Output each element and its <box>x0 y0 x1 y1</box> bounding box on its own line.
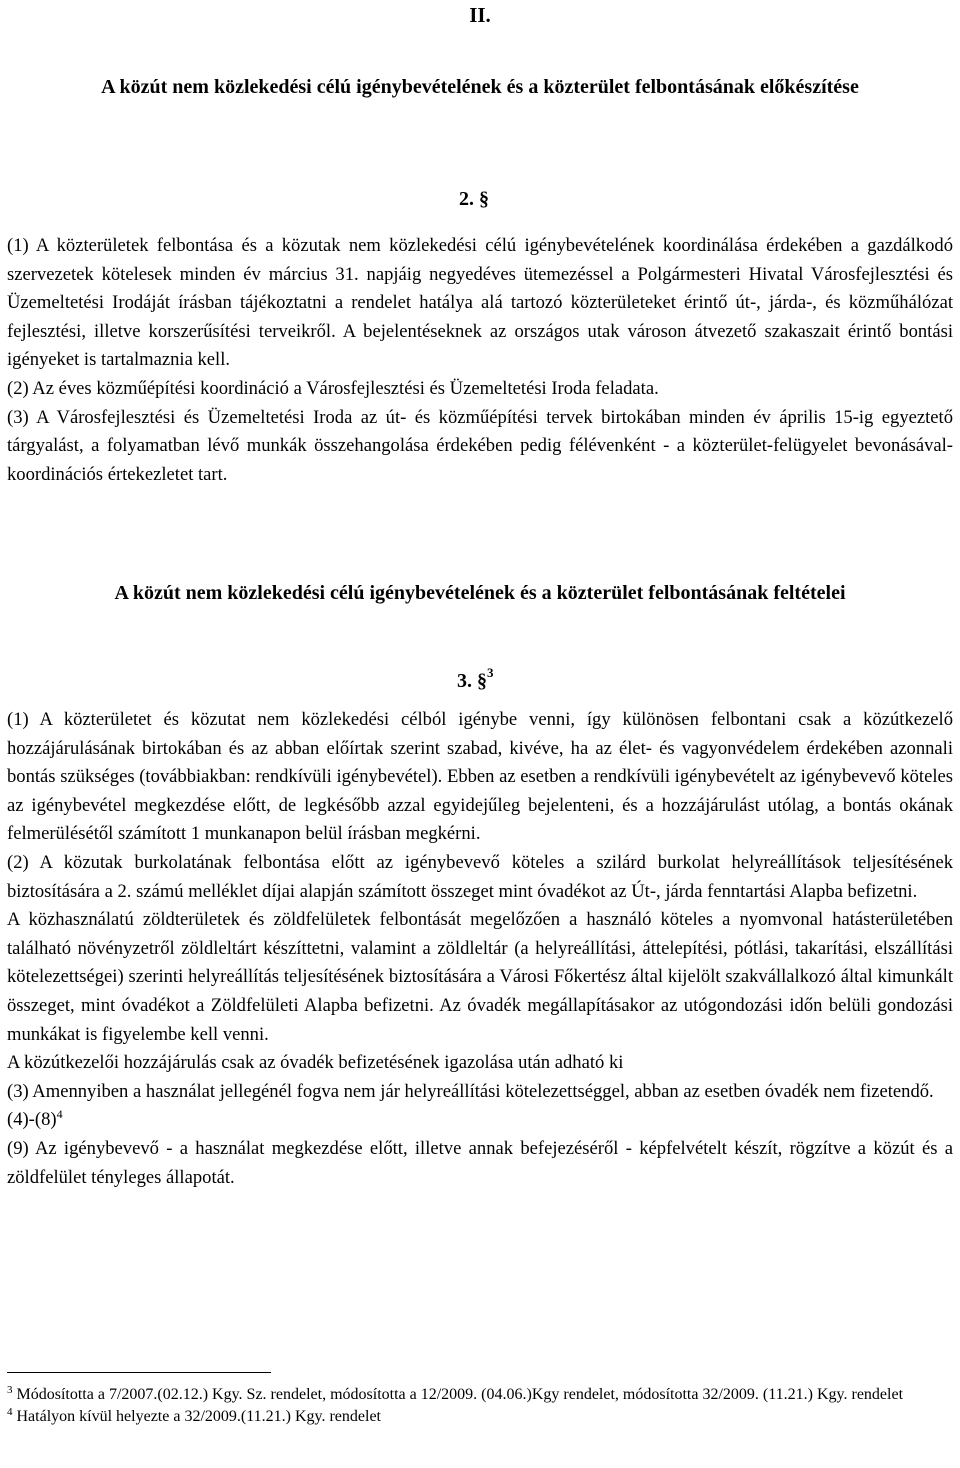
section-2-paragraph-3: (3) A Városfejlesztési és Üzemeltetési Iroda az út- és közműépítési tervek birtokában minden év április 15-ig egyeztető tárgyalást, a folyamatban lévő munkák összehangolása érdekében pedig félévenként - a közterület-felügyelet bevonásával- koordinációs értekezletet tart. <box>7 406 953 485</box>
section-2-mark: 2. § <box>459 188 489 210</box>
section-3-paragraph-1: (1) A közterületet és közutat nem közlekedési célból igénybe venni, így különösen felbontani csak a közútkezelő hozzájárulásának birtokában és az abban előírtak szerint szabad, kivéve, ha az élet- és vagyonvédelem érdekében azonnali bontás szükséges (továbbiakban: rendkívüli igénybevétel). Ebben az esetben a rendkívüli igénybevételt az igénybevevő köteles az igénybevétel megkezdése előtt, de legkésőbb azzal egyidejűleg bejelenteni, és a hozzájárulást utólag, a bontás okának felmerülésétől számított 1 munkanapon belül írásban megkérni. <box>7 709 953 845</box>
section-3-paragraph-6 <box>7 1106 953 1135</box>
section-3-body <box>7 706 953 1192</box>
section-3-heading: A közút nem közlekedési célú igénybevételének és a közterület felbontásának feltételei <box>114 582 846 604</box>
footnote-separator <box>7 1372 271 1373</box>
section-3-paragraph-3: A közhasználatú zöldterületek és zöldfelületek felbontását megelőzően a használó köteles a nyomvonal hatásterületében található növényzetről zöldleltárt készíttetni, valamint a zöldleltár (a helyreállítási, áttelepítési, pótlási, takarítási, elszállítási kötelezettségei) szerinti helyreállítás teljesítésének biztosítására a Városi Főkertész által kijelölt szakvállalkozó által kimunkált összeget, mint óvadékot a Zöldfelületi Alapba befizetni. Az óvadék megállapításakor az utógondozási időn belüli gondozási munkákat is figyelembe kell venni. <box>7 909 953 1045</box>
footnote-3-text: Módosította a 7/2007.(02.12.) Kgy. Sz. rendelet, módosította a 12/2009. (04.06.)Kgy rendelet, módosította 32/2009. (11.21.) Kgy. rendelet <box>16 1386 904 1403</box>
section-2-heading: A közút nem közlekedési célú igénybevételének és a közterület felbontásának előkészítése <box>101 76 859 98</box>
section-3-paragraph-4: A közútkezelői hozzájárulás csak az óvadék befizetésének igazolása után adható ki <box>7 1052 624 1074</box>
section-3-mark-text: 3. § <box>457 670 487 692</box>
part-number: II. <box>469 3 491 27</box>
section-2-paragraph-2: (2) Az éves közműépítési koordináció a Városfejlesztési és Üzemeltetési Iroda feladata. <box>7 377 659 399</box>
section-2-body <box>7 232 953 489</box>
footnote-4 <box>7 1406 953 1428</box>
footnote-3-number: 3 <box>7 1384 13 1396</box>
repealed-paragraphs-label: (4)-(8) <box>7 1109 57 1131</box>
footnote-4-number: 4 <box>7 1406 13 1418</box>
footnote-4-text: Hatályon kívül helyezte a 32/2009.(11.21.) Kgy. rendelet <box>16 1408 381 1425</box>
section-3-paragraph-2: (2) A közutak burkolatának felbontása előtt az igénybevevő köteles a szilárd burkolat helyreállítások teljesítésének biztosítására a 2. számú melléklet díjai alapján számított összeget mint óvadékot az Út-, járda fenntartási Alapba befizetni. <box>7 851 953 902</box>
footnote-3 <box>7 1384 953 1406</box>
footnotes <box>7 1384 953 1428</box>
section-2-paragraph-1: (1) A közterületek felbontása és a közutak nem közlekedési célú igénybevételének koordinálása érdekében a gazdálkodó szervezetek kötelesek minden év március 31. napjáig negyedéves ütemezéssel a Polgármesteri Hivatal Városfejlesztési és Üzemeltetési Irodáját írásban tájékoztatni a rendelet hatálya alá tartozó közterületeket érintő út-, járda-, és közműhálózat fejlesztési, illetve korszerűsítési terveikről. A bejelentéseknek az országos utak városon átvezető szakaszait érintő bontási igényeket is tartalmaznia kell. <box>7 235 953 371</box>
section-3-paragraph-5: (3) Amennyiben a használat jellegénél fogva nem jár helyreállítási kötelezettséggel, abban az esetben óvadék nem fizetendő. <box>7 1080 934 1102</box>
repealed-paragraphs-footnote-ref: 4 <box>56 1107 63 1122</box>
section-3-mark-footnote-ref: 3 <box>487 665 494 681</box>
section-3-paragraph-7: (9) Az igénybevevő - a használat megkezdése előtt, illetve annak befejezéséről - képfelvételt készít, rögzítve a közút és a zöldfelület tényleges állapotát. <box>7 1137 953 1188</box>
section-3-mark <box>457 666 494 696</box>
